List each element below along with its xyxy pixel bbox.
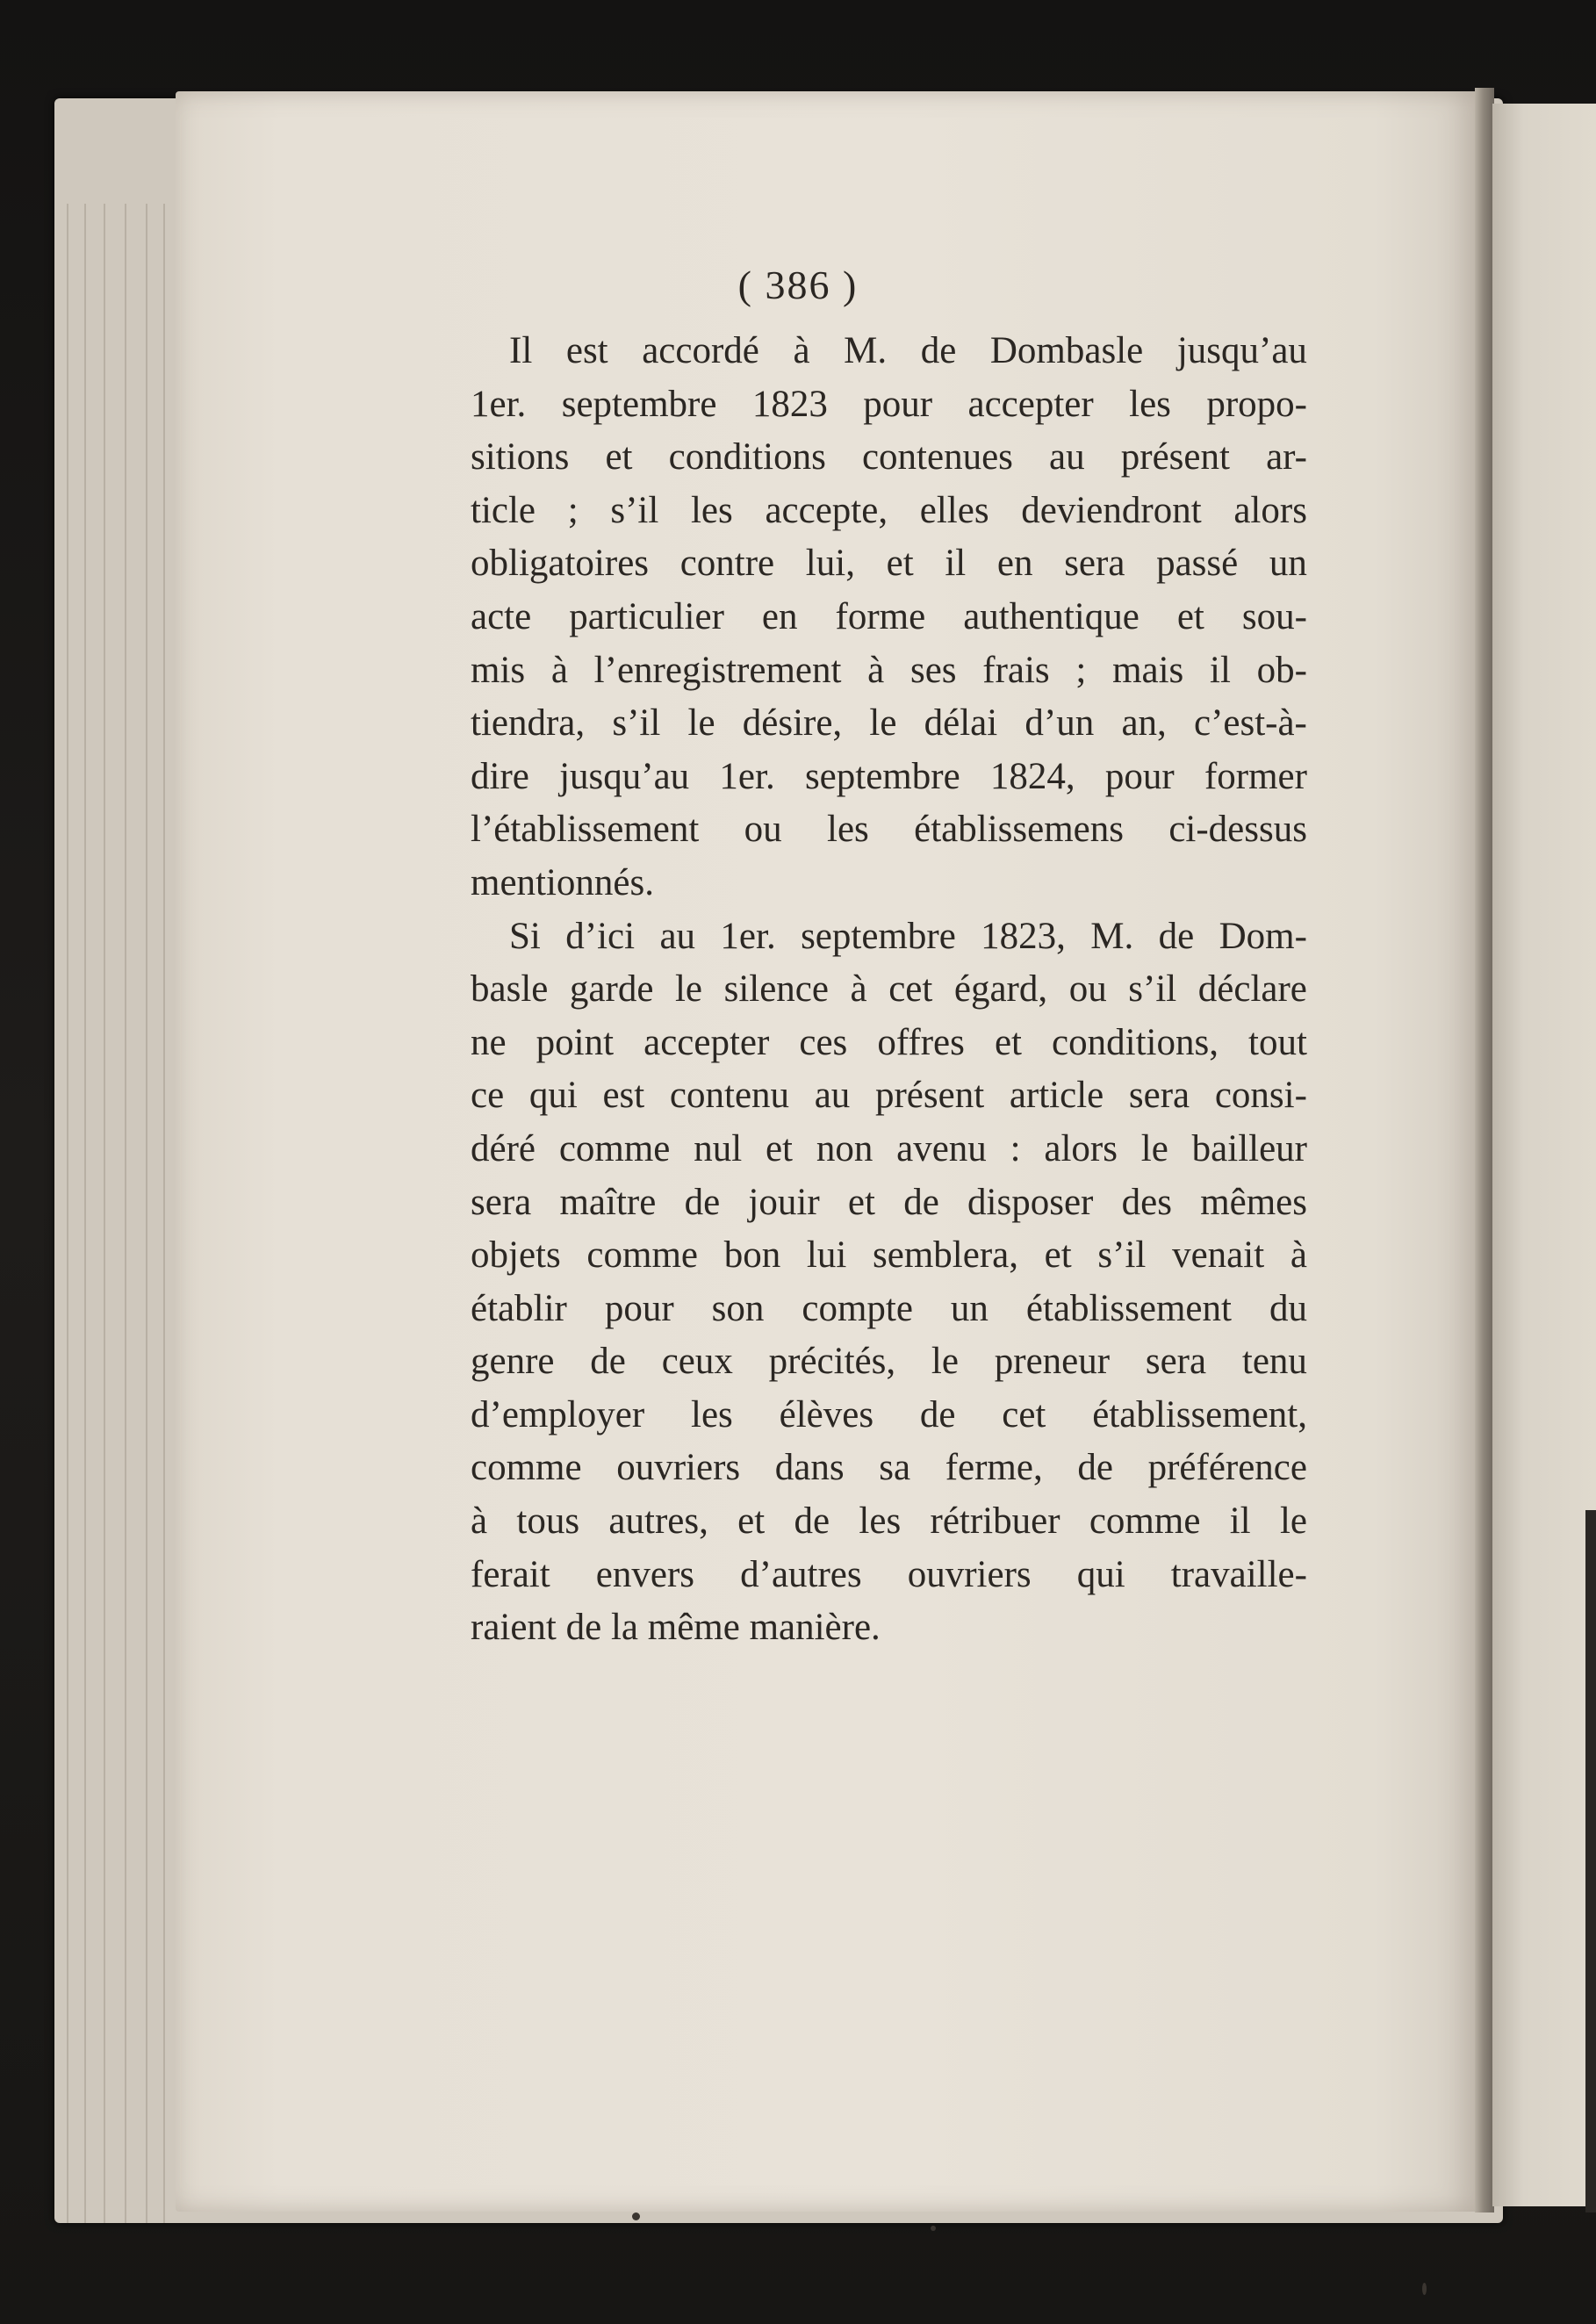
book-gutter	[1475, 88, 1494, 2212]
text-line: déré comme nul et non avenu : alors le bailleur	[471, 1127, 1307, 1169]
text-line: basle garde le silence à cet égard, ou s’il déclare	[471, 968, 1307, 1011]
text-line: tiendra, s’il le désire, le délai d’un an, c’est-à-	[471, 702, 1307, 745]
text-line: ne point accepter ces offres et conditions, tout	[471, 1021, 1307, 1063]
text-line: à tous autres, et de les rétribuer comme il le	[471, 1500, 1307, 1543]
text-line: genre de ceux précités, le preneur sera tenu	[471, 1341, 1307, 1383]
text-line: 1er. septembre 1823 pour accepter les propo-	[471, 383, 1307, 425]
text-line: obligatoires contre lui, et il en sera passé un	[471, 543, 1307, 585]
page-edge-line	[125, 204, 126, 2223]
text-line: Il est accordé à M. de Dombasle jusqu’au	[509, 330, 1307, 371]
page-edge-line	[104, 204, 105, 2223]
text-line: sitions et conditions contenues au présent ar-	[471, 436, 1307, 478]
text-line: établir pour son compte un établissement du	[471, 1287, 1307, 1329]
text-line: mis à l’enregistrement à ses frais ; mais il ob-	[471, 649, 1307, 691]
text-line: mentionnés.	[471, 861, 654, 903]
text-line: l’établissement ou les établissemens ci-dessus	[471, 809, 1307, 851]
text-line: Si d’ici au 1er. septembre 1823, M. de Dom-	[509, 915, 1307, 957]
facing-page	[1492, 104, 1596, 2206]
text-line: raient de la même manière.	[471, 1607, 881, 1649]
body-text	[471, 325, 1307, 1655]
text-line: ce qui est contenu au présent article sera consi-	[471, 1075, 1307, 1117]
page-edge-line	[146, 204, 147, 2223]
text-line: ferait envers d’autres ouvriers qui travaille-	[471, 1553, 1307, 1595]
speck	[632, 2212, 640, 2220]
facing-page-edge	[1585, 1510, 1596, 2212]
speck	[1422, 2283, 1427, 2295]
text-line: comme ouvriers dans sa ferme, de préférence	[471, 1447, 1307, 1489]
text-line: ticle ; s’il les accepte, elles deviendront alors	[471, 489, 1307, 531]
text-line: objets comme bon lui semblera, et s’il venait à	[471, 1234, 1307, 1277]
page-number: ( 386 )	[737, 263, 859, 307]
page-edge-line	[163, 204, 165, 2223]
text-line: d’employer les élèves de cet établissement,	[471, 1393, 1307, 1435]
text-line: sera maître de jouir et de disposer des mêmes	[471, 1181, 1307, 1223]
text-line: dire jusqu’au 1er. septembre 1824, pour former	[471, 755, 1307, 797]
speck	[931, 2226, 936, 2231]
page-edge-line	[84, 204, 86, 2223]
page-edge-line	[67, 204, 68, 2223]
text-line: acte particulier en forme authentique et sou-	[471, 595, 1307, 637]
